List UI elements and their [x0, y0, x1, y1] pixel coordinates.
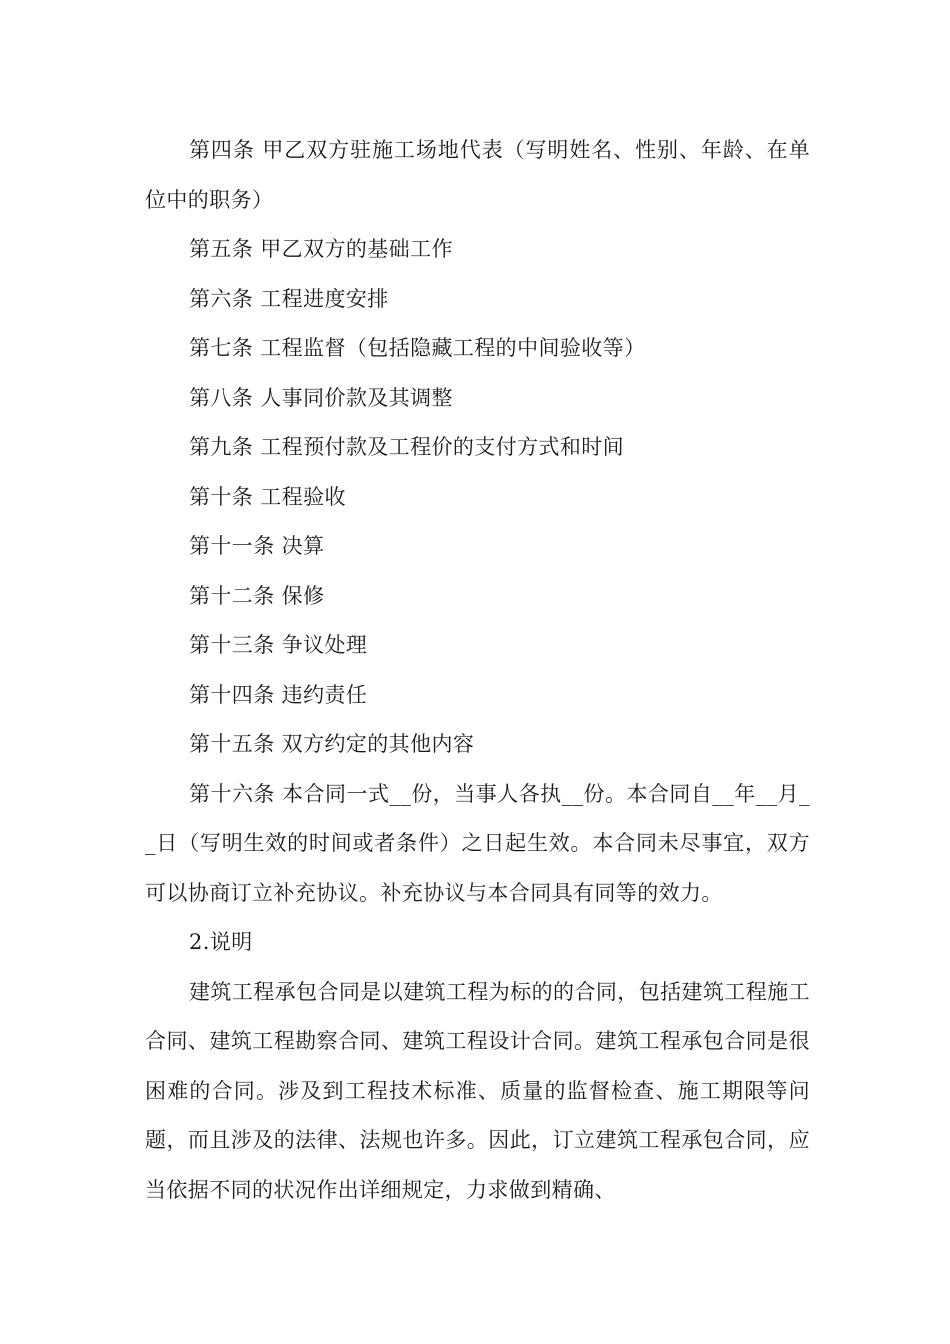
- paragraph-explanation-body: 建筑工程承包合同是以建筑工程为标的的合同，包括建筑工程施工合同、建筑工程勘察合同、建筑工程设计合同。建筑工程承包合同是很困难的合同。涉及到工程技术标准、质量的监督检查、施工期限等问题，而且涉及的法律、法规也许多。因此，订立建筑工程承包合同，应当依据不同的状况作出详细规定，力求做到精确、: [145, 979, 810, 1202]
- paragraph-article-8: 第八条 人事同价款及其调整: [189, 385, 453, 410]
- paragraph-article-5: 第五条 甲乙双方的基础工作: [189, 237, 453, 261]
- paragraph-article-7: 第七条 工程监督（包括隐藏工程的中间验收等）: [189, 336, 646, 360]
- paragraph-article-13: 第十三条 争议处理: [189, 633, 368, 657]
- section-heading-explanation: 2.说明: [189, 930, 253, 954]
- paragraph-article-9: 第九条 工程预付款及工程价的支付方式和时间: [189, 435, 625, 459]
- paragraph-article-11: 第十一条 决算: [189, 534, 325, 558]
- paragraph-article-16: 第十六条 本合同一式__份，当事人各执__份。本合同自__年__月__日（写明生效的时间或者条件）之日起生效。本合同未尽事宜，双方可以协商订立补充协议。补充协议与本合同具有同等的效力。: [145, 781, 810, 905]
- paragraph-article-4: 第四条 甲乙双方驻施工场地代表（写明姓名、性别、年龄、在单位中的职务）: [145, 138, 810, 212]
- document-body: [145, 126, 810, 1215]
- paragraph-article-14: 第十四条 违约责任: [189, 682, 368, 707]
- paragraph-article-15: 第十五条 双方约定的其他内容: [189, 732, 475, 756]
- paragraph-article-10: 第十条 工程验收: [189, 484, 346, 509]
- paragraph-article-6: 第六条 工程进度安排: [189, 286, 389, 311]
- paragraph-article-12: 第十二条 保修: [189, 583, 325, 608]
